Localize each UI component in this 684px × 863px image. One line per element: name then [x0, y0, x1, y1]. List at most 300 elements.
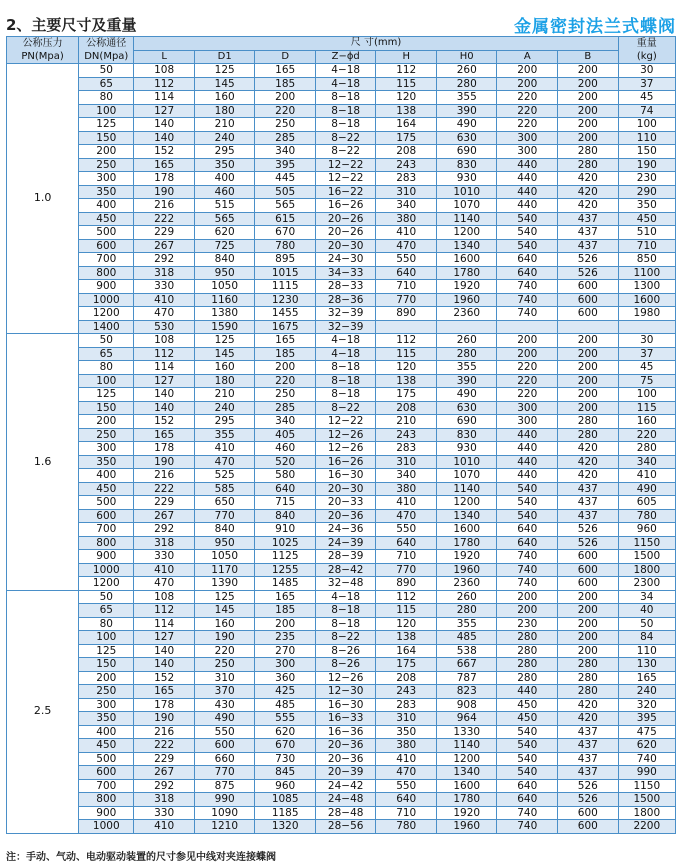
table-cell: 1600 [618, 293, 675, 307]
table-cell: 4−18 [315, 347, 376, 361]
table-cell: 890 [376, 307, 437, 321]
table-cell [497, 320, 558, 334]
table-cell: 830 [436, 428, 497, 442]
table-cell: 220 [497, 388, 558, 402]
table-cell: 200 [558, 77, 619, 91]
table-row [7, 280, 676, 294]
table-row [7, 509, 676, 523]
table-cell: 600 [79, 239, 134, 253]
table-cell: 280 [436, 347, 497, 361]
table-cell: 20−26 [315, 212, 376, 226]
table-cell: 640 [497, 523, 558, 537]
table-cell: 283 [376, 442, 437, 456]
table-cell: 740 [497, 577, 558, 591]
table-cell: 1010 [436, 185, 497, 199]
table-cell: 165 [134, 685, 195, 699]
table-cell: 267 [134, 509, 195, 523]
table-cell: 280 [497, 671, 558, 685]
table-cell: 355 [436, 361, 497, 375]
table-cell: 620 [618, 739, 675, 753]
table-cell: 700 [79, 253, 134, 267]
table-cell: 1140 [436, 212, 497, 226]
table-cell: 930 [436, 442, 497, 456]
table-cell: 145 [194, 347, 255, 361]
table-cell: 24−48 [315, 793, 376, 807]
table-cell: 220 [497, 91, 558, 105]
table-cell: 1600 [436, 779, 497, 793]
table-cell: 890 [376, 577, 437, 591]
table-cell: 28−48 [315, 806, 376, 820]
table-cell: 640 [376, 536, 437, 550]
table-cell: 510 [618, 226, 675, 240]
table-cell: 615 [255, 212, 316, 226]
table-cell: 526 [558, 536, 619, 550]
table-cell: 538 [436, 644, 497, 658]
table-cell: 208 [376, 401, 437, 415]
table-cell: 526 [558, 253, 619, 267]
table-cell: 908 [436, 698, 497, 712]
table-cell: 660 [194, 752, 255, 766]
table-cell: 200 [558, 401, 619, 415]
table-cell: 229 [134, 752, 195, 766]
table-cell: 175 [376, 388, 437, 402]
table-cell: 243 [376, 428, 437, 442]
table-row [7, 239, 676, 253]
table-cell: 600 [558, 806, 619, 820]
table-cell: 800 [79, 266, 134, 280]
table-cell: 300 [497, 131, 558, 145]
table-cell: 220 [255, 374, 316, 388]
table-cell [618, 320, 675, 334]
table-cell: 770 [194, 509, 255, 523]
table-row [7, 523, 676, 537]
table-cell: 74 [618, 104, 675, 118]
table-cell: 300 [79, 698, 134, 712]
table-row [7, 104, 676, 118]
table-cell: 222 [134, 482, 195, 496]
table-cell: 550 [376, 523, 437, 537]
table-row [7, 293, 676, 307]
table-cell: 540 [497, 212, 558, 226]
table-cell: 16−30 [315, 469, 376, 483]
table-cell: 1800 [618, 563, 675, 577]
table-cell: 16−26 [315, 455, 376, 469]
table-cell: 1980 [618, 307, 675, 321]
table-cell: 150 [79, 658, 134, 672]
table-cell: 200 [558, 590, 619, 604]
table-cell: 32−39 [315, 320, 376, 334]
table-cell: 350 [79, 455, 134, 469]
table-cell: 600 [558, 820, 619, 834]
table-cell: 1185 [255, 806, 316, 820]
table-cell: 1340 [436, 509, 497, 523]
table-cell: 125 [79, 118, 134, 132]
table-cell: 823 [436, 685, 497, 699]
table-row [7, 469, 676, 483]
table-cell: 600 [558, 280, 619, 294]
table-cell: 565 [194, 212, 255, 226]
table-cell: 100 [618, 118, 675, 132]
table-cell: 450 [497, 698, 558, 712]
table-cell: 160 [194, 361, 255, 375]
table-cell: 437 [558, 509, 619, 523]
table-cell: 540 [497, 752, 558, 766]
table-cell: 152 [134, 671, 195, 685]
table-cell: 1340 [436, 239, 497, 253]
table-cell: 220 [497, 361, 558, 375]
table-cell: 140 [134, 131, 195, 145]
table-cell: 280 [558, 685, 619, 699]
table-cell: 580 [255, 469, 316, 483]
table-row [7, 361, 676, 375]
col-header-D: D [255, 50, 316, 64]
table-cell: 280 [558, 415, 619, 429]
table-row [7, 442, 676, 456]
table-cell: 40 [618, 604, 675, 618]
table-cell: 500 [79, 226, 134, 240]
table-row [7, 671, 676, 685]
table-cell: 20−33 [315, 496, 376, 510]
table-cell: 400 [194, 172, 255, 186]
table-cell: 600 [558, 550, 619, 564]
table-cell: 260 [436, 64, 497, 78]
table-cell: 280 [558, 145, 619, 159]
table-cell: 1200 [436, 752, 497, 766]
table-cell: 2360 [436, 577, 497, 591]
table-cell: 540 [497, 725, 558, 739]
table-cell: 260 [436, 590, 497, 604]
table-cell: 600 [558, 577, 619, 591]
table-cell: 600 [558, 563, 619, 577]
table-cell: 8−26 [315, 644, 376, 658]
table-cell: 292 [134, 523, 195, 537]
table-cell: 4−18 [315, 77, 376, 91]
table-cell: 500 [79, 496, 134, 510]
section-title: 2、主要尺寸及重量 [6, 16, 137, 34]
table-cell: 1780 [436, 536, 497, 550]
table-cell: 280 [436, 604, 497, 618]
table-cell: 310 [194, 671, 255, 685]
table-cell: 4−18 [315, 64, 376, 78]
table-cell: 280 [558, 658, 619, 672]
table-row [7, 563, 676, 577]
table-cell: 900 [79, 280, 134, 294]
table-cell: 1150 [618, 536, 675, 550]
table-row [7, 644, 676, 658]
table-cell: 445 [255, 172, 316, 186]
table-row [7, 590, 676, 604]
table-cell: 1455 [255, 307, 316, 321]
table-cell: 400 [79, 199, 134, 213]
table-cell: 20−36 [315, 739, 376, 753]
table-cell: 420 [558, 185, 619, 199]
table-cell: 490 [618, 482, 675, 496]
table-cell: 112 [134, 604, 195, 618]
table-cell: 200 [79, 671, 134, 685]
table-cell: 360 [255, 671, 316, 685]
table-cell: 340 [255, 415, 316, 429]
table-cell: 400 [79, 725, 134, 739]
table-row [7, 685, 676, 699]
table-cell: 280 [497, 644, 558, 658]
table-cell: 8−18 [315, 361, 376, 375]
table-cell: 200 [558, 361, 619, 375]
table-cell: 120 [376, 361, 437, 375]
table-cell: 1200 [436, 496, 497, 510]
table-cell: 138 [376, 104, 437, 118]
table-cell: 930 [436, 172, 497, 186]
table-cell: 125 [194, 590, 255, 604]
table-cell: 267 [134, 239, 195, 253]
table-cell: 540 [497, 226, 558, 240]
table-row [7, 118, 676, 132]
table-cell: 130 [618, 658, 675, 672]
table-cell: 526 [558, 793, 619, 807]
table-cell: 420 [558, 698, 619, 712]
table-cell: 152 [134, 145, 195, 159]
table-cell: 740 [618, 752, 675, 766]
table-cell: 180 [194, 104, 255, 118]
table-cell [436, 320, 497, 334]
table-cell: 830 [436, 158, 497, 172]
table-cell: 108 [134, 590, 195, 604]
table-cell: 295 [194, 415, 255, 429]
table-cell: 250 [79, 158, 134, 172]
table-cell: 165 [134, 428, 195, 442]
table-cell: 450 [618, 212, 675, 226]
table-cell: 208 [376, 671, 437, 685]
table-cell: 235 [255, 631, 316, 645]
table-cell: 8−18 [315, 388, 376, 402]
table-cell: 840 [194, 523, 255, 537]
table-cell: 220 [497, 118, 558, 132]
table-cell: 1000 [79, 293, 134, 307]
table-cell: 37 [618, 347, 675, 361]
table-cell: 1050 [194, 280, 255, 294]
table-cell: 1010 [436, 455, 497, 469]
table-cell: 380 [376, 739, 437, 753]
table-cell: 450 [79, 482, 134, 496]
table-cell: 470 [376, 239, 437, 253]
table-cell: 200 [497, 334, 558, 348]
table-cell: 34−33 [315, 266, 376, 280]
table-cell: 114 [134, 361, 195, 375]
table-cell: 200 [558, 118, 619, 132]
table-cell: 400 [79, 469, 134, 483]
table-cell: 150 [618, 145, 675, 159]
table-cell: 280 [558, 158, 619, 172]
table-cell: 1015 [255, 266, 316, 280]
table-cell: 1200 [79, 577, 134, 591]
table-cell: 24−30 [315, 253, 376, 267]
table-cell: 8−18 [315, 118, 376, 132]
table-row [7, 806, 676, 820]
table-row [7, 374, 676, 388]
table-cell: 320 [618, 698, 675, 712]
table-cell: 4−18 [315, 334, 376, 348]
table-cell: 115 [376, 604, 437, 618]
table-cell: 34 [618, 590, 675, 604]
table-cell: 470 [376, 766, 437, 780]
header-row-top [7, 37, 676, 51]
table-cell: 1400 [79, 320, 134, 334]
table-cell: 280 [558, 428, 619, 442]
table-cell: 437 [558, 226, 619, 240]
table-cell: 390 [436, 104, 497, 118]
pn-value: 1.0 [7, 64, 79, 334]
table-cell: 650 [194, 496, 255, 510]
table-cell: 150 [79, 401, 134, 415]
table-cell: 780 [618, 509, 675, 523]
table-row [7, 401, 676, 415]
table-row [7, 212, 676, 226]
table-cell: 740 [497, 280, 558, 294]
table-cell: 630 [436, 401, 497, 415]
table-row [7, 766, 676, 780]
table-cell: 410 [134, 563, 195, 577]
table-cell: 1960 [436, 820, 497, 834]
table-cell: 350 [79, 185, 134, 199]
table-cell: 160 [194, 617, 255, 631]
table-cell: 550 [376, 779, 437, 793]
table-cell: 165 [255, 590, 316, 604]
table-cell: 175 [376, 131, 437, 145]
table-cell: 350 [79, 712, 134, 726]
table-cell: 770 [194, 766, 255, 780]
table-cell: 200 [497, 64, 558, 78]
table-cell: 80 [79, 91, 134, 105]
table-cell: 8−22 [315, 631, 376, 645]
table-cell: 16−36 [315, 725, 376, 739]
table-cell: 340 [618, 455, 675, 469]
table-cell: 200 [558, 347, 619, 361]
table-cell: 540 [497, 766, 558, 780]
table-cell: 280 [618, 442, 675, 456]
table-cell: 112 [376, 590, 437, 604]
table-cell: 112 [134, 77, 195, 91]
table-cell: 620 [194, 226, 255, 240]
table-row [7, 253, 676, 267]
table-cell: 112 [134, 347, 195, 361]
table-cell: 220 [255, 104, 316, 118]
table-cell: 390 [436, 374, 497, 388]
table-cell: 270 [255, 644, 316, 658]
table-cell: 900 [79, 806, 134, 820]
table-cell: 710 [376, 806, 437, 820]
table-cell: 420 [558, 442, 619, 456]
table-cell: 108 [134, 64, 195, 78]
table-cell: 200 [558, 644, 619, 658]
table-cell: 84 [618, 631, 675, 645]
table-cell: 430 [194, 698, 255, 712]
table-cell: 210 [194, 118, 255, 132]
table-cell: 1780 [436, 793, 497, 807]
table-cell: 100 [79, 631, 134, 645]
table-row [7, 158, 676, 172]
table-row [7, 820, 676, 834]
page-header [6, 12, 676, 37]
table-row [7, 131, 676, 145]
table-cell: 125 [79, 644, 134, 658]
table-cell: 283 [376, 172, 437, 186]
table-cell: 200 [558, 617, 619, 631]
table-cell: 780 [255, 239, 316, 253]
table-row [7, 793, 676, 807]
table-cell: 1090 [194, 806, 255, 820]
table-cell: 1590 [194, 320, 255, 334]
table-cell: 200 [558, 604, 619, 618]
table-cell: 164 [376, 644, 437, 658]
table-cell: 292 [134, 779, 195, 793]
table-cell: 1140 [436, 482, 497, 496]
table-row [7, 199, 676, 213]
table-cell: 250 [194, 658, 255, 672]
table-cell: 65 [79, 604, 134, 618]
table-row [7, 631, 676, 645]
table-cell: 710 [376, 280, 437, 294]
table-cell: 310 [376, 185, 437, 199]
table-cell: 425 [255, 685, 316, 699]
table-cell: 437 [558, 496, 619, 510]
table-cell: 8−26 [315, 658, 376, 672]
table-cell: 100 [618, 388, 675, 402]
table-cell: 550 [376, 253, 437, 267]
table-cell: 138 [376, 631, 437, 645]
table-cell: 20−30 [315, 239, 376, 253]
table-cell: 140 [134, 388, 195, 402]
table-cell: 700 [79, 779, 134, 793]
table-cell: 1320 [255, 820, 316, 834]
table-cell: 440 [497, 469, 558, 483]
table-row [7, 334, 676, 348]
table-cell: 530 [134, 320, 195, 334]
table-cell: 1000 [79, 563, 134, 577]
table-cell: 200 [558, 104, 619, 118]
table-cell: 540 [497, 482, 558, 496]
table-cell: 1115 [255, 280, 316, 294]
table-cell: 140 [134, 401, 195, 415]
table-cell: 900 [79, 550, 134, 564]
table-row [7, 347, 676, 361]
table-cell: 20−36 [315, 509, 376, 523]
table-cell: 340 [376, 469, 437, 483]
table-cell: 440 [497, 172, 558, 186]
table-cell: 8−18 [315, 91, 376, 105]
table-cell: 950 [194, 536, 255, 550]
table-cell: 138 [376, 374, 437, 388]
table-row [7, 455, 676, 469]
table-cell: 1960 [436, 293, 497, 307]
table-cell: 640 [376, 793, 437, 807]
table-cell: 740 [497, 820, 558, 834]
table-cell: 850 [618, 253, 675, 267]
table-cell: 690 [436, 145, 497, 159]
table-cell: 640 [497, 779, 558, 793]
table-cell: 200 [558, 374, 619, 388]
table-cell: 80 [79, 361, 134, 375]
table-cell: 310 [376, 712, 437, 726]
table-cell: 640 [376, 266, 437, 280]
table-cell: 230 [497, 617, 558, 631]
table-cell: 840 [255, 509, 316, 523]
table-cell: 220 [618, 428, 675, 442]
table-cell: 420 [558, 199, 619, 213]
table-cell: 1210 [194, 820, 255, 834]
table-cell: 460 [194, 185, 255, 199]
table-cell: 220 [497, 374, 558, 388]
table-cell: 440 [497, 455, 558, 469]
table-cell: 8−18 [315, 604, 376, 618]
